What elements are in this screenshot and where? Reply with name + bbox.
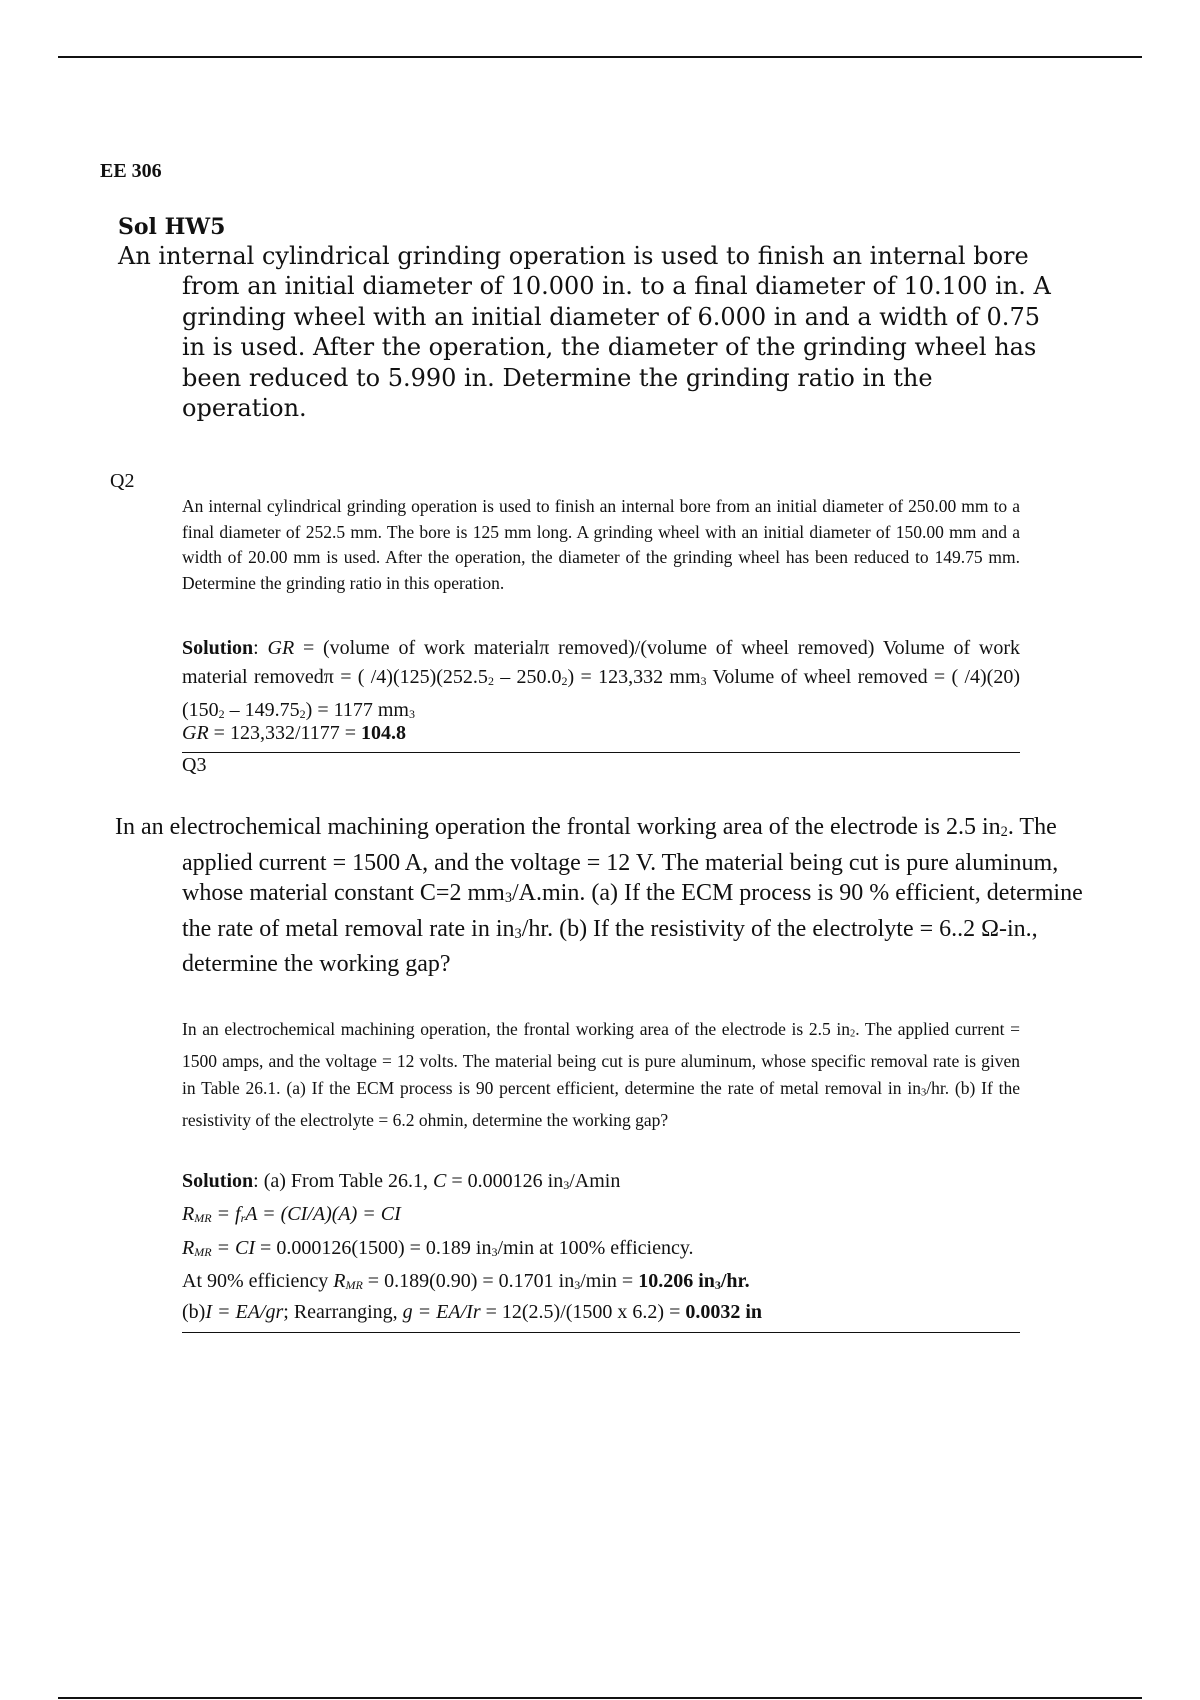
q3-text-part: /A.min. (a) If the ECM process is 90 % efficient, determine the rate of metal removal rate in in — [182, 880, 1083, 942]
equation-part: = 12(2.5)/(1500 x 6.2) = — [480, 1301, 686, 1323]
symbol: R — [182, 1236, 195, 1259]
gr-definition: = (volume of work materialπ removed)/(volume of wheel removed) — [294, 637, 875, 659]
q3-problem-part: . The applied current = 1500 amps, and the voltage = 12 volts. The material being cut is pure aluminum, whose specific removal rate is given in Table 26.1. (a) If the ECM process is 90 percent efficient, determine the rate of metal removal in in — [182, 1019, 1020, 1098]
unit-exponent: 3 — [700, 673, 707, 688]
equation-part: ; Rearranging, — [283, 1301, 403, 1323]
exponent: 3 — [574, 1277, 581, 1292]
exponent: 2 — [218, 706, 225, 721]
symbol: R — [182, 1203, 195, 1226]
question-2-problem: An internal cylindrical grinding operation is used to finish an internal bore from an initial diameter of 250.00 mm to a final diameter of 252.5 mm. The bore is 125 mm long. A grinding wheel with an initial diameter of 150.00 mm and a width of 20.00 mm is used. After the operation, the diameter of the grinding wheel has been reduced to 149.75 mm. Determine the grinding ratio in this operation. — [182, 496, 1020, 593]
exponent: 3 — [504, 890, 513, 907]
divider — [182, 752, 1020, 753]
answer-a: 10.206 in — [638, 1269, 715, 1292]
part-label: (b) — [182, 1301, 206, 1323]
equation-part: /min at 100% efficiency. — [497, 1236, 694, 1259]
equation-part: I = EA/gr — [205, 1301, 284, 1323]
solution-label: Solution — [182, 637, 254, 659]
exponent: 2 — [561, 673, 568, 688]
question-3-part-b — [182, 1301, 762, 1324]
subscript: MR — [194, 1211, 212, 1226]
q3-text-part: /hr. (b) If the resistivity of the electrolyte = 6..2 Ω-in., determine the working gap? — [182, 915, 1038, 978]
solution-text: /Amin — [569, 1170, 621, 1192]
exponent: 3 — [491, 1244, 498, 1259]
equation-part: = 0.189(0.90) = 0.1701 in — [362, 1269, 575, 1292]
equation-part: /min = — [580, 1269, 639, 1292]
solution-text: = 0.000126 in — [446, 1170, 564, 1192]
volume-work-text: Volume of work material removedπ = ( /4)(125)(252.5 — [182, 637, 1020, 688]
volume-wheel-result: ) = 1177 mm — [305, 698, 409, 721]
solution-line-3 — [182, 1234, 1020, 1267]
exponent: 2 — [487, 673, 494, 688]
bottom-rule — [58, 1697, 1142, 1699]
answer-a-unit: /hr. — [720, 1269, 750, 1292]
equation-part: At 90% efficiency — [182, 1269, 334, 1292]
exponent: 2 — [1000, 824, 1008, 841]
q3-problem-part: /hr. (b) If the resistivity of the electrolyte = 6.2 ohmin, determine the working gap? — [182, 1077, 1020, 1130]
top-rule — [58, 56, 1142, 58]
q3-text-part: In an electrochemical machining operation the frontal working area of the electrode is 2.5 in — [115, 814, 1001, 840]
grinding-ratio-result — [182, 720, 406, 746]
question-3-text — [115, 812, 1087, 980]
exponent: 2 — [299, 706, 306, 721]
exponent: 3 — [920, 1087, 927, 1099]
gr-answer: 104.8 — [361, 722, 407, 744]
unit-exponent: 3 — [408, 706, 415, 721]
exponent: 3 — [514, 925, 522, 942]
question-2-label: Q2 — [110, 470, 135, 492]
equation-part: = f — [211, 1203, 241, 1226]
volume-wheel-text: – 149.75 — [224, 698, 300, 721]
answer-b: 0.0032 in — [685, 1301, 763, 1323]
equation-part: g = EA/Ir — [402, 1301, 481, 1323]
question-2-solution: Solution: GR = (volume of work materialπ removed)/(volume of wheel removed) Volume of work material removedπ = ( $/4)(125)(252.5_2 - 250.0_2) = 123,332$ $mm_3$ Volume of wheel removed = ( $/4)(20)(150_2 - 149.75_2) = 1177$ $mm_3$ — [182, 637, 1020, 721]
exponent: 2 — [849, 1028, 856, 1040]
question-1-text: An internal cylindrical grinding operation is used to finish an internal bore from an initial diameter of 10.000 in. to a final diameter of 10.100 in. A grinding wheel with an initial diameter of 6.000 in and a width of 0.75 in is used. After the operation, the diameter of the grinding wheel has been reduced to 5.990 in. Determine the grinding ratio in the operation. — [118, 242, 1051, 423]
subscript: MR — [194, 1244, 212, 1259]
solution-line-1 — [182, 1167, 1020, 1200]
subscript: r — [240, 1211, 246, 1226]
equation-part: = 0.000126(1500) = 0.189 in — [255, 1236, 492, 1259]
symbol: R — [333, 1269, 346, 1292]
q3-problem-part: In an electrochemical machining operation, the frontal working area of the electrode is 2.5 in — [182, 1019, 850, 1039]
volume-work-text: – 250.0 — [493, 666, 562, 688]
divider — [182, 1332, 1020, 1333]
page-title: Sol HW5 — [118, 214, 226, 240]
equation-part: A = (CI/A)(A) = CI — [245, 1203, 401, 1226]
solution-line-4 — [182, 1267, 1020, 1300]
question-3-problem — [182, 1016, 1020, 1133]
volume-work-result: ) = 123,332 mm — [567, 666, 701, 688]
gr-symbol: GR — [267, 637, 295, 659]
solution-text: : (a) From Table 26.1, — [253, 1170, 434, 1192]
question-3-solution — [182, 1167, 1020, 1300]
solution-line-2 — [182, 1200, 1020, 1233]
q3-text-part: . The applied current = 1500 A, and the voltage = 12 V. The material being cut is pure aluminum, whose material constant C=2 mm — [182, 814, 1059, 907]
course-code: EE 306 — [100, 160, 162, 182]
gr-calculation: = 123,332/1177 = — [208, 722, 362, 744]
gr-symbol: GR — [182, 722, 209, 744]
volume-wheel-text: Volume of wheel removed = ( /4)(20)(150 — [182, 666, 1020, 721]
solution-label: Solution — [182, 1170, 254, 1192]
exponent: 3 — [563, 1177, 570, 1192]
symbol: C — [433, 1170, 447, 1192]
equation-part: = CI — [211, 1236, 256, 1259]
exponent: 3 — [714, 1277, 721, 1292]
subscript: MR — [345, 1277, 363, 1292]
question-3-label: Q3 — [182, 754, 207, 776]
